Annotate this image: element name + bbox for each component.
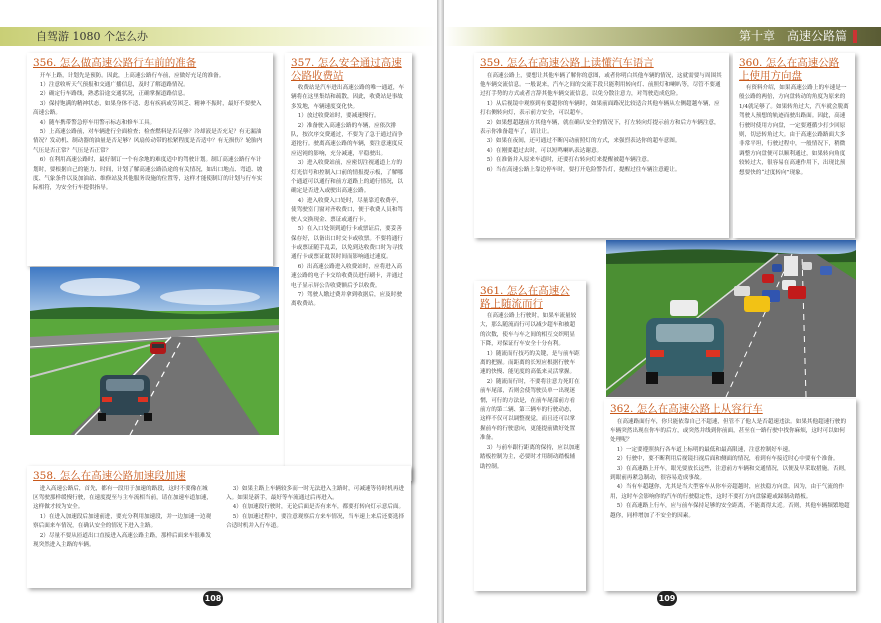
paragraph: 2）随流而行时，不要将注意力死盯在前车尾部，否则会使驾驶员单一出现迷惘，可行的方法是，在前车尾部前方看前方的第二辆、第三辆车的行驶动态，这样不仅可以调整视觉，而且还可以掌握前车的行驶意向，更能提前做好处置准备。 [480, 378, 580, 442]
paragraph: 1）从后视镜中观察到有要超你的车辆时，如果前面路况比较适合其他车辆从左侧超越车辆，应打右侧转向灯，表示前方安全，可以超车。 [480, 100, 720, 117]
paragraph: 在高速公路上，要想让其他车辆了解你的意图，或者你明白其他车辆的情况，这就需要与周围其他车辆交流信息。一般说来，汽车之间的交流手段只能利用转向灯、前照灯和喇叭等，尽管不要通过打手势的方式或者言辞其他车辆交流信息，以免分散注意力，对驾驶造成危险。 [480, 72, 722, 98]
paragraph: 3）保持饱满的精神状态，如果身体不适、患有疾病或劳困乏、精神不振时，最好不要驶入高速公路。 [33, 100, 262, 117]
paragraph: 3）进入收费站前，应密切注视通道上方的灯光信号和控制入口前的情报提示板，了解哪个通道可以通行和前方道路上的通行情况，以确定是否进入或驶出高速公路。 [291, 160, 403, 195]
paragraph: 6）出高速公路进入收费站时，应将进入高速公路的电子卡交给收费员进行刷卡，并通过电子显示屏公告收费额后予以收费。 [291, 263, 403, 289]
paragraph: 4）随车携带警急停车用警示标志和修车工具。 [39, 119, 156, 126]
highway-traffic-photo [606, 240, 856, 397]
paragraph: 4）当有车超越你，尤其是当大型客车从你车旁超越时，应扶稳方向盘。因为，由于气流的作用，这时车会影响你的汽车的行驶稳定性，这时不要打方向盘躲避或踩制动踏板。 [610, 484, 845, 500]
paragraph: 5）在入口处领到通行卡或票证后，要妥善保存好，以备出口时交卡或收票。不要将通行卡或票证随手乱丢，以免到达收费口时为寻找通行卡或票证耽误时间而影响通过速度。 [291, 226, 403, 261]
section-357-title: 357. 怎么安全通过高速公路收费站 [291, 57, 402, 82]
paragraph: 1）注意收听天气预报和交通广播信息，及时了解道路情况。 [39, 81, 189, 88]
paragraph: 2）确定行车路线，熟悉沿途交通状况，正确掌握道路信息。 [39, 91, 189, 98]
paragraph: 进入高速公路后，首先，都有一段用于加速的路段，这时不要像在城区驾驶那样缓慢行驶，在速度提至与主车流相当前，请在加速车道加速，这样做才较为安全。 [33, 485, 213, 511]
paragraph: 收费站是汽车进出高速公路的唯一通道，车辆将在这里集结和疏散，因此，收费站是事故多发地，车辆速度变化快。 [291, 85, 405, 110]
paragraph: 1）一定要遵照执行各车道上标明的最低和最高限速，注意控制好车速。 [616, 446, 794, 453]
paragraph: 3）在高速路上开车，眼光要放长远些，注意前方车辆和交通情况，以便及早采取措施。否则，到眼前再紧急制动，很容易造成事故。 [610, 465, 850, 481]
paragraph: 有资料介绍，如果高速公路上的车速是一般公路的两倍，方向盘转动的角度为原来的1/4就足够了。如果转角过大，汽车就会脱离驾驶人预想的轨迹而驶出路面。因此，高速行驶时使用方向盘，一定要遵循少打少回原则，切忌转角过大。由于高速公路路面大多非常平坦，行驶过程中，一般情况下，稍微调整方向盘便可以顺利通过，如果转向角度较转过大，很容易在高速作用下，出现比预想要快的“过度转向”现象。 [739, 85, 849, 176]
right-running-header-text: 第十章 高速公路篇 [738, 29, 847, 43]
paragraph: 3）与前车跟行距离的保持，应以加速踏板控制为主，必要时才用制动踏板辅助控制。 [480, 444, 580, 470]
section-358-title: 358. 怎么在高速公路加速段加速 [33, 470, 186, 482]
paragraph: 5）在高速路上行车，应与前车保持足够的安全距离，不能离得太近。否则，其他车辆频繁地超越你，同样增加了不安全的因素。 [610, 503, 850, 519]
section-356-body [33, 72, 267, 194]
section-356 [27, 53, 273, 266]
paragraph: 1）在进入加速段后加速前进，要充分利用加速段，并一边加速一边观察后面来车情况，在确认安全的情况下进入主路。 [33, 513, 212, 530]
left-running-header: 自驾游 1080 个怎么办 [0, 27, 437, 46]
book-gutter [437, 0, 444, 623]
header-marker [853, 30, 857, 43]
section-358 [27, 466, 411, 588]
section-361-body [480, 312, 580, 472]
paragraph: 5）在加速过程中，要注意观察后方来车情况，当车速上来后还要选择合适时机并入行车道。 [226, 513, 405, 530]
section-361 [474, 281, 586, 591]
section-361-title: 361. 怎么在高速公路上随流而行 [480, 285, 570, 310]
section-360 [733, 53, 855, 238]
paragraph: 2）如果想超越前方其他车辆，就在确认安全的情况下，打左转向灯提示前方和后方车辆注意，表示你准备超车了，请让让。 [480, 119, 720, 135]
section-362 [604, 399, 856, 591]
paragraph: 5）在准备并入原来车道时，还要打右转向灯来提醒被超车辆注意。 [486, 157, 653, 164]
section-362-body [610, 418, 850, 521]
section-357-body [291, 84, 406, 310]
paragraph: 7）驾驶人缴过费并拿到收据后，应及时驶离收费站。 [291, 291, 402, 308]
paragraph: 2）尽量不要从匝道出口直接进入高速公路主路，那样后面来车很难发现突然进入主路的车辆。 [33, 532, 212, 548]
paragraph: 2）准备驶入高速公路的车辆，应依次排队，按次序交费通过，不要为了急于通过而争道抢行。驶离高速公路的车辆，要注意速度反应迟钝的影响，充分减速，平稳驶出。 [291, 122, 403, 157]
paragraph: 4）在加速段行驶时，无论后面是否有来车，都要打转向灯示意后面。 [232, 504, 405, 511]
paragraph: 1）随流而行技巧的关键，是与前车距离的把握。而距离的长短应根据行驶车速的快慢、能见度的高低来灵活掌握。 [480, 350, 580, 376]
section-356-title: 356. 怎么做高速公路行车前的准备 [33, 57, 197, 69]
section-362-title: 362. 怎么在高速公路上从容行车 [610, 403, 763, 415]
paragraph: 6）当在高速公路上靠边停车时，要打开危险警告灯，提醒过往车辆注意避让。 [486, 166, 681, 173]
right-page-number: 109 [657, 591, 677, 606]
paragraph: 开车上路，计划先是预防。因此，上高速公路行车前，应做好充足的准备。 [39, 72, 225, 79]
section-360-title: 360. 怎么在高速公路上使用方向盘 [739, 57, 840, 82]
section-359-body [480, 72, 723, 175]
section-359 [474, 53, 729, 238]
paragraph: 6）在利用高速公路时，最好制订一个有余地的难度适中的驾驶计划。制订高速公路行车计划时，要根据自己的能力、时间，计划了解高速公路沿途的有关情况，如出口地点、弯道、坡度、气象条件以及加油站、维修站及其他服务设施的位置等，这样才能使制订的计划与行车实际相符，为安全行车提供指导。 [33, 157, 263, 192]
paragraph: 2）行驶中，要不断利用后视镜扫视后面和侧面的情况，看到有车接近时心中要有个准备。 [616, 456, 839, 463]
section-358-body [33, 485, 405, 551]
highway-ramp-photo [30, 267, 279, 435]
left-page-number: 108 [203, 591, 223, 606]
paragraph: 5）上高速公路前，对车辆进行全面检查；检查燃料是否足够？冷却液是否充足？有无漏油情况？发动机、制动器的油量是否足够？风扇传动带的松紧程度是否适中？有无损伤？轮胎内气压是否正常？气压是否正常？ [33, 128, 263, 154]
right-page [444, 0, 881, 623]
paragraph: 3）如果主路上车辆较多而一时无法进入主路时，可减速等待时机再进入。如果是新手，最好等车流通过后再进入。 [226, 485, 405, 501]
section-360-body [739, 84, 849, 178]
paragraph: 在高速公路上行驶时，如果车流量较大，那么随流而行可以减少超车和被超的次数，使车与车之间的相互交织明显下降，对保证行车安全十分有利。 [480, 313, 577, 348]
right-running-header [444, 27, 881, 46]
paragraph: 在高速路面行车，你只能依靠自己不超速，但管不了他人是否超速违法。如果其他超速行驶的车辆突然出现在你车的后方，或突然并线到你前面，甚至在一路行驶中找你麻烦，这时可以如何处理呢？ [610, 418, 847, 444]
paragraph: 3）如果在夜间，还可通过不断闪动前照灯的方式，来强烈表达你的超车意图。 [486, 138, 681, 145]
section-359-title: 359. 怎么在高速公路上读懂汽车语言 [480, 57, 654, 69]
left-page [0, 0, 437, 623]
paragraph: 4）在刚要超过去时，可以短鸣喇叭表达谢意。 [486, 147, 603, 154]
section-357 [285, 53, 412, 481]
paragraph: 1）放过收费站时，要减速慢行。 [297, 113, 380, 120]
paragraph: 4）进入收费入口处时，尽量靠近收费亭，使驾驶室门窗对齐收费口，便于收费人员和驾驶人交换现金、票证或通行卡。 [291, 197, 403, 223]
